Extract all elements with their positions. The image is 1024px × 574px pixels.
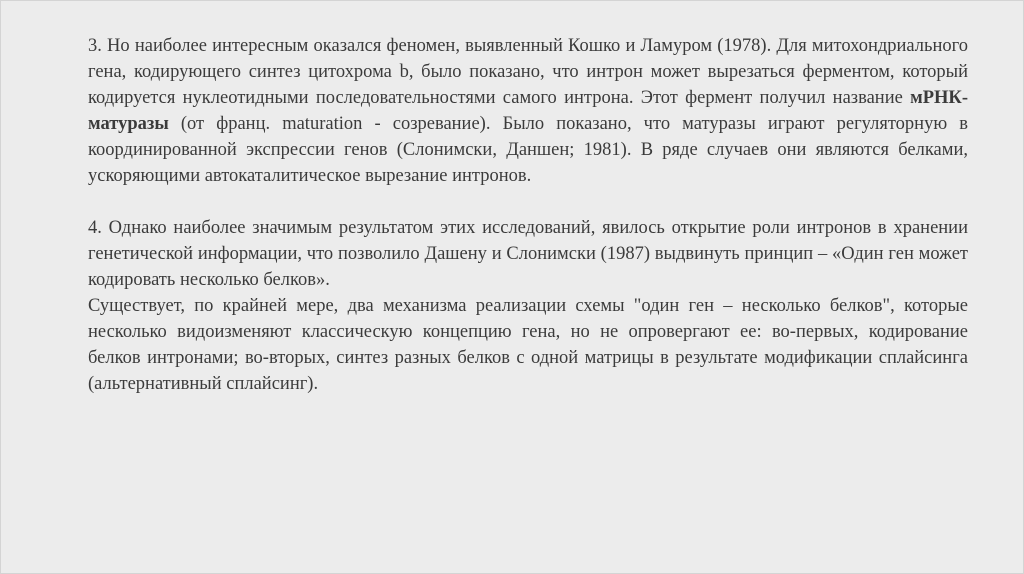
paragraph-4: 4. Однако наиболее значимым результатом этих исследований, явилось открытие роли интронов в хранении генетической информации, что позволило Дашену и Слонимски (1987) выдвинуть принцип – «Один ген может кодировать несколько белков». (88, 218, 968, 290)
paragraph-3 (88, 33, 968, 189)
paragraph-3-text-end: (от франц. maturation - созревание). Было показано, что матуразы играют регуляторную в координированной экспрессии генов (Слонимски, Даншен; 1981). В ряде случаев они являются белками, ускоряющими автокаталитическое вырезание интронов. (88, 114, 968, 186)
slide-content (88, 33, 968, 397)
paragraph-3-text-start: 3. Но наиболее интересным оказался феномен, выявленный Кошко и Ламуром (1978). Для митохондриального гена, кодирующего синтез цитохрома b, было показано, что интрон может вырезаться ферментом, который кодируется нуклеотидными последовательностями самого интрона. Этот фермент получил название (88, 36, 968, 108)
paragraph-mechanisms: Существует, по крайней мере, два механизма реализации схемы "один ген – несколько белков", которые несколько видоизменяют классическую концепцию гена, но не опровергают ее: во-первых, кодирование белков интронами; во-вторых, синтез разных белков с одной матрицы в результате модификации сплайсинга (альтернативный сплайсинг). (88, 296, 968, 394)
paragraph-spacer (88, 189, 968, 215)
term-mrna-maturase: мРНК-матуразы (88, 88, 968, 134)
